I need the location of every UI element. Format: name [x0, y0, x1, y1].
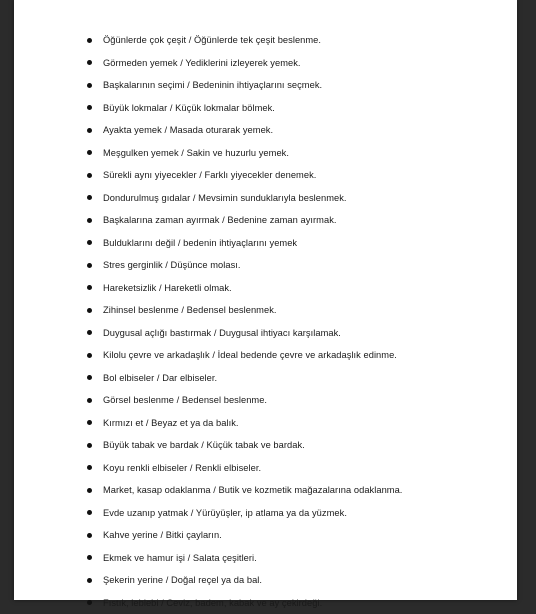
list-item-text: Zihinsel beslenme / Bedensel beslenmek. — [103, 305, 277, 315]
list-item — [14, 569, 517, 592]
list-item — [14, 164, 517, 187]
list-item-text: Kilolu çevre ve arkadaşlık / İdeal bedende çevre ve arkadaşlık edinme. — [103, 350, 397, 360]
list-item — [14, 277, 517, 300]
list-item-text: Kırmızı et / Beyaz et ya da balık. — [103, 418, 239, 428]
list-item-text: Hareketsizlik / Hareketli olmak. — [103, 283, 232, 293]
bullet-icon — [87, 240, 92, 245]
bullet-icon — [87, 465, 92, 470]
bullet-icon — [87, 285, 92, 290]
bullet-icon — [87, 308, 92, 313]
list-item-text: Bol elbiseler / Dar elbiseler. — [103, 373, 217, 383]
bullet-icon — [87, 375, 92, 380]
bullet-icon — [87, 218, 92, 223]
list-item — [14, 524, 517, 547]
list-item — [14, 389, 517, 412]
bullet-icon — [87, 263, 92, 268]
list-item-text: Başkalarının seçimi / Bedeninin ihtiyaçlarını seçmek. — [103, 80, 322, 90]
bullet-icon — [87, 398, 92, 403]
list-item — [14, 592, 517, 614]
list-item — [14, 52, 517, 75]
list-item-text: Fıstık, leblebi / Ceviz, badem, kabak ve ay çekirdeği. — [103, 598, 322, 608]
bullet-icon — [87, 420, 92, 425]
list-item-text: Evde uzanıp yatmak / Yürüyüşler, ip atlama ya da yüzmek. — [103, 508, 347, 518]
list-item-text: Büyük lokmalar / Küçük lokmalar bölmek. — [103, 103, 275, 113]
list-item-text: Sürekli aynı yiyecekler / Farklı yiyecekler denemek. — [103, 170, 316, 180]
list-item-text: Bulduklarını değil / bedenin ihtiyaçlarını yemek — [103, 238, 297, 248]
list-item-text: Koyu renkli elbiseler / Renkli elbiseler. — [103, 463, 261, 473]
list-item — [14, 434, 517, 457]
list-item — [14, 29, 517, 52]
list-item-text: Stres gerginlik / Düşünce molası. — [103, 260, 241, 270]
list-item — [14, 187, 517, 210]
bullet-icon — [87, 128, 92, 133]
bullet-icon — [87, 330, 92, 335]
bullet-icon — [87, 533, 92, 538]
list-item-text: Büyük tabak ve bardak / Küçük tabak ve bardak. — [103, 440, 305, 450]
list-item-text: Duygusal açlığı bastırmak / Duygusal ihtiyacı karşılamak. — [103, 328, 341, 338]
list-item — [14, 344, 517, 367]
bullet-icon — [87, 38, 92, 43]
bullet-icon — [87, 443, 92, 448]
bullet-icon — [87, 510, 92, 515]
bullet-icon — [87, 60, 92, 65]
list-item — [14, 209, 517, 232]
document-page — [14, 0, 517, 600]
list-item — [14, 142, 517, 165]
bullet-icon — [87, 195, 92, 200]
list-item — [14, 367, 517, 390]
list-item-text: Dondurulmuş gıdalar / Mevsimin sunduklarıyla beslenmek. — [103, 193, 347, 203]
bullet-list — [14, 29, 517, 614]
bullet-icon — [87, 105, 92, 110]
list-item-text: Şekerin yerine / Doğal reçel ya da bal. — [103, 575, 262, 585]
list-item — [14, 232, 517, 255]
bullet-icon — [87, 600, 92, 605]
bullet-icon — [87, 353, 92, 358]
list-item-text: Ekmek ve hamur işi / Salata çeşitleri. — [103, 553, 257, 563]
list-item — [14, 74, 517, 97]
list-item — [14, 502, 517, 525]
list-item-text: Meşgulken yemek / Sakin ve huzurlu yemek. — [103, 148, 289, 158]
list-item — [14, 322, 517, 345]
list-item — [14, 254, 517, 277]
list-item — [14, 119, 517, 142]
bullet-icon — [87, 173, 92, 178]
bullet-icon — [87, 83, 92, 88]
list-item-text: Görsel beslenme / Bedensel beslenme. — [103, 395, 267, 405]
list-item — [14, 547, 517, 570]
bullet-icon — [87, 488, 92, 493]
list-item — [14, 299, 517, 322]
list-item-text: Görmeden yemek / Yediklerini izleyerek yemek. — [103, 58, 301, 68]
list-item-text: Market, kasap odaklanma / Butik ve kozmetik mağazalarına odaklanma. — [103, 485, 402, 495]
bullet-icon — [87, 150, 92, 155]
bullet-icon — [87, 578, 92, 583]
list-item — [14, 97, 517, 120]
list-item-text: Ayakta yemek / Masada oturarak yemek. — [103, 125, 273, 135]
list-item-text: Kahve yerine / Bitki çayların. — [103, 530, 222, 540]
list-item — [14, 412, 517, 435]
bullet-icon — [87, 555, 92, 560]
list-item-text: Öğünlerde çok çeşit / Öğünlerde tek çeşit beslenme. — [103, 35, 321, 45]
list-item — [14, 457, 517, 480]
list-item-text: Başkalarına zaman ayırmak / Bedenine zaman ayırmak. — [103, 215, 337, 225]
list-item — [14, 479, 517, 502]
